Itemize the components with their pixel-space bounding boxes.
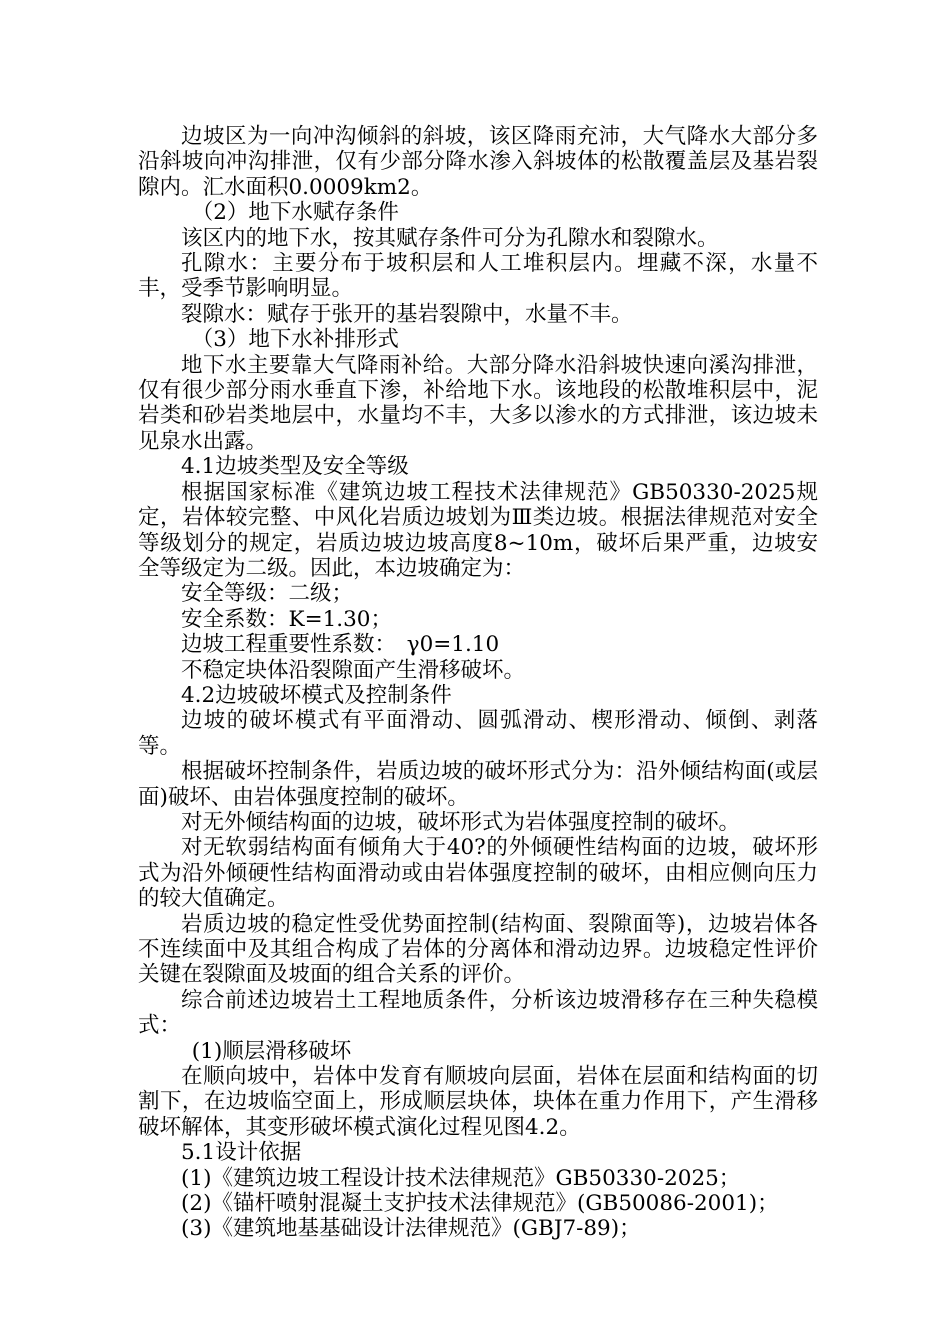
paragraph: 不稳定块体沿裂隙面产生滑移破坏。 (181, 657, 526, 683)
paragraph: （3）地下水补排形式 (191, 327, 399, 353)
paragraph: 综合前述边坡岩土工程地质条件，分析该边坡滑移存在三种失稳模式： (138, 987, 818, 1039)
paragraph: (3)《建筑地基基础设计法律规范》(GBJ7-89)； (181, 1216, 641, 1242)
paragraph: （2）地下水赋存条件 (191, 200, 399, 226)
paragraph: 岩质边坡的稳定性受优势面控制(结构面、裂隙面等)，边坡岩体各不连续面中及其组合构成了岩体的分离体和滑动边界。边坡稳定性评价关键在裂隙面及坡面的组合关系的评价。 (138, 911, 818, 988)
paragraph: 边坡工程重要性系数： γ0=1.10 (181, 632, 500, 658)
paragraph: 安全等级：二级； (181, 581, 354, 607)
paragraph: (1)《建筑边坡工程设计技术法律规范》GB50330-2025； (181, 1165, 741, 1191)
paragraph: 4.1边坡类型及安全等级 (181, 454, 409, 480)
paragraph: (1)顺层滑移破坏 (191, 1038, 352, 1064)
paragraph: 在顺向坡中，岩体中发育有顺坡向层面，岩体在层面和结构面的切割下，在边坡临空面上，形成顺层块体，块体在重力作用下，产生滑移破坏解体，其变形破坏模式演化过程见图4.2。 (138, 1064, 818, 1140)
paragraph: 对无外倾结构面的边坡，破坏形式为岩体强度控制的破坏。 (181, 809, 741, 835)
paragraph: 裂隙水：赋存于张开的基岩裂隙中，水量不丰。 (181, 301, 633, 327)
paragraph: 边坡区为一向冲沟倾斜的斜坡，该区降雨充沛，大气降水大部分多沿斜坡向冲沟排泄，仅有少部分降水渗入斜坡体的松散覆盖层及基岩裂隙内。汇水面积0.0009km2。 (138, 124, 818, 200)
document-body (138, 124, 818, 1242)
paragraph: 孔隙水：主要分布于坡积层和人工堆积层内。埋藏不深，水量不丰，受季节影响明显。 (138, 251, 818, 302)
paragraph: 对无软弱结构面有倾角大于40?的外倾硬性结构面的边坡，破坏形式为沿外倾硬性结构面滑动或由岩体强度控制的破坏，由相应侧向压力的较大值确定。 (138, 835, 818, 912)
paragraph: 地下水主要靠大气降雨补给。大部分降水沿斜坡快速向溪沟排泄，仅有很少部分雨水垂直下渗，补给地下水。该地段的松散堆积层中，泥岩类和砂岩类地层中，水量均不丰，大多以渗水的方式排泄，该边坡未见泉水出露。 (138, 352, 818, 454)
paragraph: (2)《锚杆喷射混凝土支护技术法律规范》(GB50086-2001)； (181, 1191, 779, 1217)
paragraph: 边坡的破坏模式有平面滑动、圆弧滑动、楔形滑动、倾倒、剥落等。 (138, 708, 818, 759)
paragraph: 该区内的地下水，按其赋存条件可分为孔隙水和裂隙水。 (181, 225, 719, 251)
paragraph: 安全系数：K=1.30； (181, 606, 392, 632)
paragraph: 根据国家标准《建筑边坡工程技术法律规范》GB50330-2025规定，岩体较完整、中风化岩质边坡划为Ⅲ类边坡。根据法律规范对安全等级划分的规定，岩质边坡边坡高度8~10m，破坏后果严重，边坡安全等级定为二级。因此，本边坡确定为： (138, 479, 818, 581)
paragraph: 根据破坏控制条件，岩质边坡的破坏形式分为：沿外倾结构面(或层面)破坏、由岩体强度控制的破坏。 (138, 759, 818, 810)
paragraph: 5.1设计依据 (181, 1140, 302, 1166)
paragraph: 4.2边坡破坏模式及控制条件 (181, 682, 452, 708)
